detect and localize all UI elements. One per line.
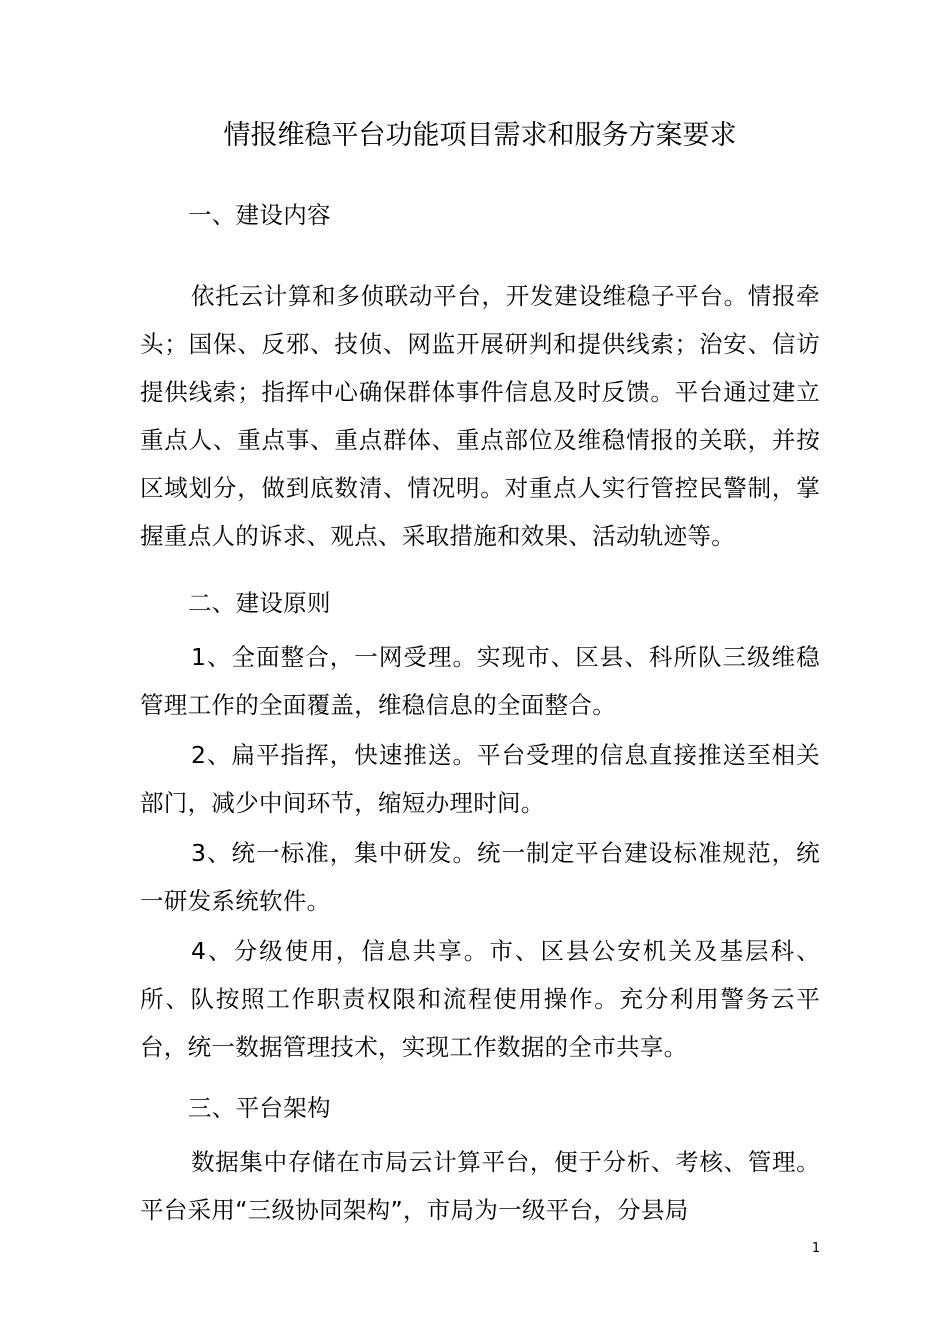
paragraph-principle-4: 4、分级使用，信息共享。市、区县公安机关及基层科、所、队按照工作职责权限和流程使用操作。充分利用警务云平台，统一数据管理技术，实现工作数据的全市共享。 (140, 937, 820, 1061)
paragraph-principle-2: 2、扁平指挥，快速推送。平台受理的信息直接推送至相关部门，减少中间环节，缩短办理时间。 (140, 741, 820, 817)
paragraph-construction-content: 依托云计算和多侦联动平台，开发建设维稳子平台。情报牵头；国保、反邪、技侦、网监开展研判和提供线索；治安、信访提供线索；指挥中心确保群体事件信息及时反馈。平台通过建立重点人、重点事、重点群体、重点部位及维稳情报的关联，并按区域划分，做到底数清、情况明。对重点人实行管控民警制，掌握重点人的诉求、观点、采取措施和效果、活动轨迹等。 (140, 282, 820, 550)
section-heading-platform-architecture: 三、平台架构 (188, 1094, 331, 1122)
paragraph-principle-3: 3、统一标准，集中研发。统一制定平台建设标准规范，统一研发系统软件。 (140, 839, 820, 915)
section-heading-construction-content: 一、建设内容 (188, 201, 331, 229)
document-title: 情报维稳平台功能项目需求和服务方案要求 (223, 120, 737, 151)
paragraph-principle-1: 1、全面整合，一网受理。实现市、区县、科所队三级维稳管理工作的全面覆盖，维稳信息的全面整合。 (140, 643, 820, 719)
page-number: 1 (811, 1241, 821, 1256)
paragraph-platform-architecture: 数据集中存储在市局云计算平台，便于分析、考核、管理。平台采用“三级协同架构”，市局为一级平台，分县局 (140, 1148, 820, 1224)
section-heading-construction-principles: 二、建设原则 (188, 589, 331, 617)
